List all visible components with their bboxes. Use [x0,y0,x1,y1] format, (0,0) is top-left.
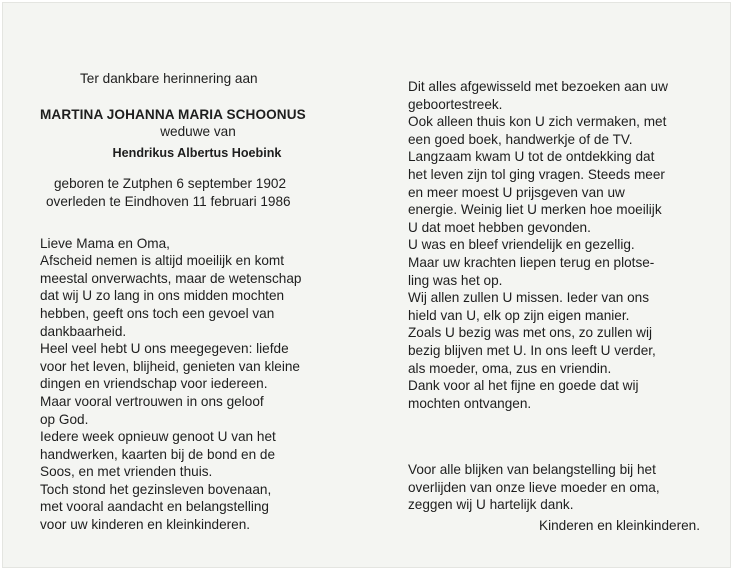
text-line: een goed boek, handwerkje of de TV. [408,131,633,147]
salutation: Lieve Mama en Oma, [40,235,170,251]
text-line: Wij allen zullen U missen. Ieder van ons [408,290,650,306]
text-line: dankbaarheid. [40,323,127,339]
text-line: geboortestreek. [408,96,503,112]
spouse-name: Hendrikus Albertus Hoebink [112,145,282,160]
text-line: Dank voor al het fijne en goede dat wij [408,378,639,394]
thanks-line: Voor alle blijken van belangstelling bij het [408,462,656,477]
left-body [40,252,368,534]
text-line: voor uw kinderen en kleinkinderen. [40,517,251,533]
text-line: Ook alleen thuis kon U zich vermaken, met [408,114,667,130]
text-line: Afscheid nemen is altijd moeilijk en komt [40,253,285,269]
text-line: Langzaam kwam U tot de ontdekking dat [408,149,655,165]
text-line: Iedere week opnieuw genoot U van het [40,429,276,445]
text-line: hield van U, elk op zijn eigen manier. [408,307,630,323]
text-line: energie. Weinig liet U merken hoe moeilijk [408,202,662,218]
text-line: het leven zijn tol ging vragen. Steeds meer [408,166,665,182]
right-column [408,78,700,412]
birth-line: geboren te Zutphen 6 september 1902 [54,176,287,192]
text-line: Toch stond het gezinsleven bovenaan, [40,481,272,497]
text-line: voor het leven, blijheid, genieten van kleine [40,358,300,374]
text-line: Maar vooral vertrouwen in ons geloof [40,393,264,409]
text-line: bezig blijven met U. In ons leeft U verder, [408,342,656,358]
text-line: meestal onverwachts, maar de wetenschap [40,270,302,286]
text-line: Zoals U bezig was met ons, zo zullen wij [408,325,653,341]
death-line: overleden te Eindhoven 11 februari 1986 [46,193,291,209]
text-line: met vooral aandacht en belangstelling [40,499,269,515]
thanks-line: zeggen wij U hartelijk dank. [408,497,574,513]
deceased-name: MARTINA JOHANNA MARIA SCHOONUS [40,106,306,122]
text-line: ling was het op. [408,272,503,288]
text-line: als moeder, oma, zus en vriendin. [408,360,612,376]
text-line: U was en bleef vriendelijk en gezellig. [408,237,635,253]
thanks-block [408,461,700,534]
text-line: mochten ontvangen. [408,395,532,411]
memorial-card [2,2,731,568]
text-line: en meer moest U prijsgeven van uw [408,184,625,200]
text-line: handwerken, kaarten bij de bond en de [40,446,276,462]
intro-line: Ter dankbare herinnering aan [80,71,258,86]
widow-of-line: weduwe van [160,124,236,140]
thanks-line: overlijden van onze lieve moeder en oma, [408,479,660,495]
text-line: U dat moet hebben gevonden. [408,219,591,235]
text-line: Dit alles afgewisseld met bezoeken aan uw [408,79,668,94]
text-line: hebben, geeft ons toch een gevoel van [40,305,275,321]
text-line: Maar uw krachten liepen terug en plotse- [408,254,655,270]
left-column [40,70,368,534]
text-line: dingen en vriendschap voor iedereen. [40,376,268,392]
text-line: Soos, en met vrienden thuis. [40,464,213,480]
text-line: Heel veel hebt U ons meegegeven: liefde [40,341,289,357]
text-line: dat wij U zo lang in ons midden mochten [40,288,285,304]
signature: Kinderen en kleinkinderen. [539,517,700,533]
text-line: op God. [40,411,89,427]
